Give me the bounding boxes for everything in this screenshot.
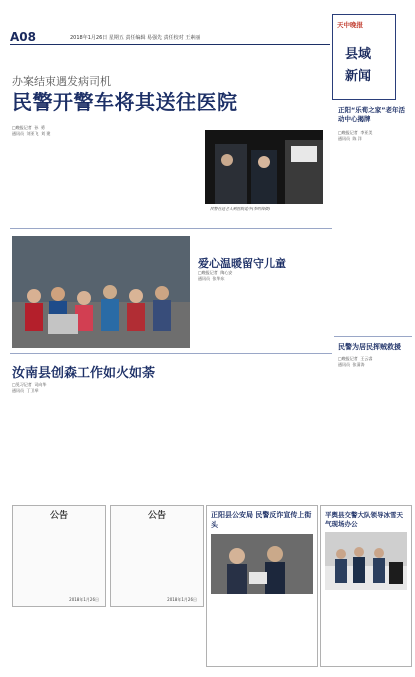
lead-byline: □晚报记者 孙 勇 通讯员 刘亚飞 刘 建 bbox=[12, 125, 51, 136]
right1-body bbox=[338, 142, 408, 336]
anti-fraud-photo-art bbox=[211, 534, 313, 594]
anti-fraud-title: 正阳县公安局 民警反诈宣传上街头 bbox=[211, 511, 312, 529]
forest-body-col1 bbox=[12, 395, 112, 503]
masthead-rule bbox=[10, 44, 330, 45]
kids-photo-art bbox=[12, 236, 190, 348]
notice-1-date: 2018年1月26日 bbox=[69, 597, 99, 602]
section-logo bbox=[332, 14, 396, 100]
right-separator bbox=[334, 336, 412, 337]
right2-title: 民警为居民挥贼救援 bbox=[338, 343, 401, 351]
right2-body bbox=[338, 370, 408, 498]
feature-byline: □晚报记者 陶心安 通讯员 张华东 bbox=[198, 270, 233, 281]
lead-kicker: 办案结束遇发病司机 bbox=[12, 75, 111, 88]
traffic-box bbox=[320, 505, 412, 667]
lead-photo-caption: 民警在送老人到医院途中(李明锋摄) bbox=[210, 206, 270, 211]
traffic-photo-art bbox=[325, 532, 407, 590]
traffic-title: 平舆县交警大队领导冰雪天气现场办公 bbox=[325, 511, 403, 528]
lead-body-col1 bbox=[12, 140, 108, 220]
lead-photo bbox=[205, 130, 323, 204]
lead-headline: 民警开警车将其送往医院 bbox=[12, 90, 238, 114]
feature-body bbox=[198, 285, 323, 347]
brand-name: 天中晚报 bbox=[337, 21, 363, 29]
page-meta: 2018年1月26日 星期五 责任编辑 易强先 责任校对 王素丽 bbox=[70, 35, 201, 41]
notice-2-body bbox=[115, 522, 199, 594]
forest-body-col2 bbox=[116, 382, 220, 503]
forest-body-col3 bbox=[224, 382, 324, 503]
section-name-1: 县域 bbox=[345, 47, 372, 62]
anti-fraud-body bbox=[211, 598, 313, 660]
lead-separator bbox=[10, 228, 332, 229]
feature-title: 爱心温暖留守儿童 bbox=[198, 257, 286, 270]
lead-photo-art bbox=[205, 130, 323, 204]
notice-box-2 bbox=[110, 505, 204, 607]
notice-1-title: 公告 bbox=[49, 511, 68, 521]
forest-byline: □见习记者 司向华 通讯员 丁卫举 bbox=[12, 382, 47, 393]
lead-body-col2 bbox=[112, 125, 204, 220]
right2-byline: □晚报记者 王云睿 通讯员 张清涛 bbox=[338, 356, 373, 367]
traffic-photo bbox=[325, 532, 407, 590]
traffic-body bbox=[325, 594, 407, 660]
page-code: A08 bbox=[10, 30, 36, 44]
feature-separator bbox=[10, 353, 332, 354]
notice-2-date: 2018年1月26日 bbox=[167, 597, 197, 602]
anti-fraud-photo bbox=[211, 534, 313, 594]
right1-byline: □晚报记者 李亚美 通讯员 陈 洋 bbox=[338, 130, 373, 141]
notice-2-title: 公告 bbox=[147, 511, 166, 521]
right1-title: 正阳“乐荀之家”老年活动中心揭牌 bbox=[338, 106, 406, 123]
notice-box-1 bbox=[12, 505, 106, 607]
forest-title: 汝南县创森工作如火如荼 bbox=[12, 366, 156, 381]
anti-fraud-box bbox=[206, 505, 318, 667]
notice-1-body bbox=[17, 522, 101, 594]
kids-photo bbox=[12, 236, 190, 348]
section-name-2: 新闻 bbox=[345, 69, 372, 84]
